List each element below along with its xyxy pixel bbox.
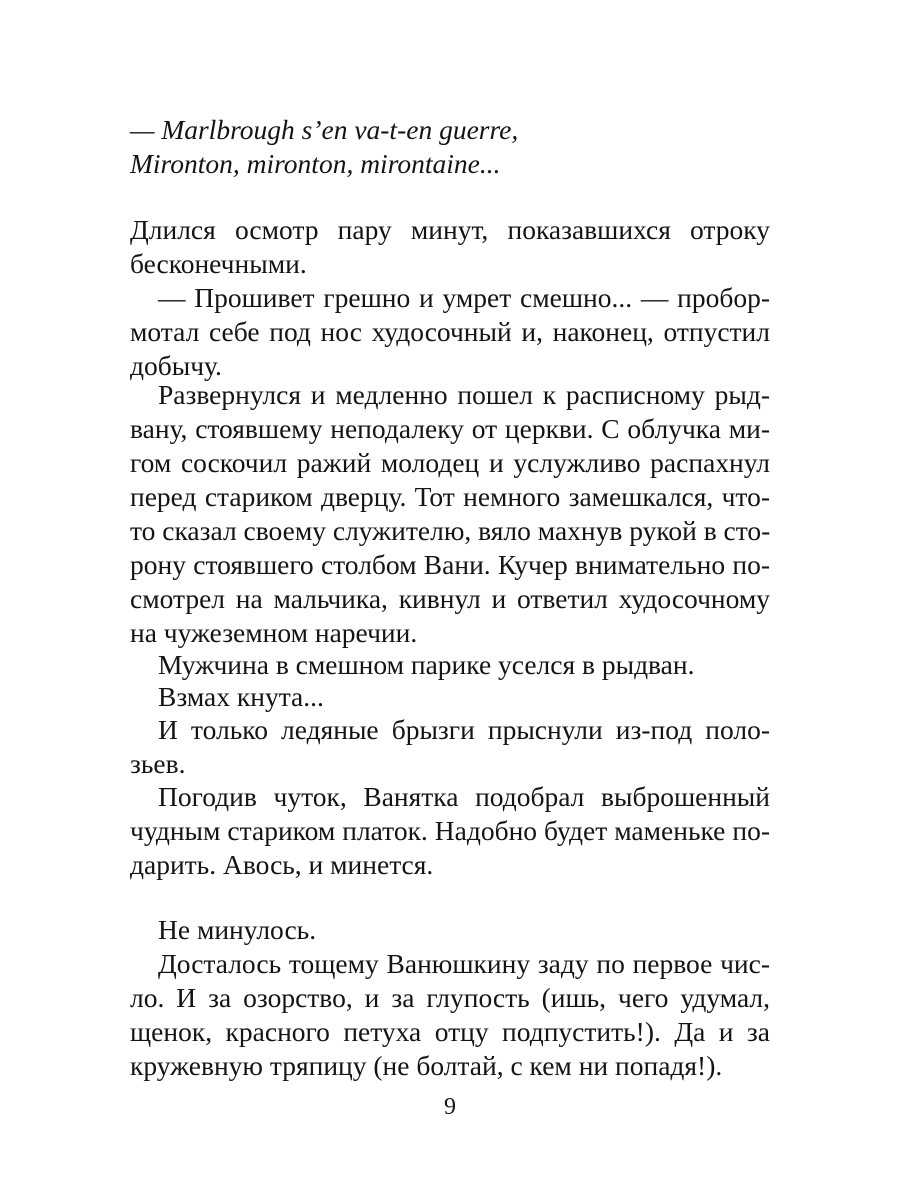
verse-line: Mironton, mironton, mirontaine... bbox=[130, 148, 501, 179]
verse-line: — Marlbrough s’en va-t-en guerre, bbox=[130, 114, 519, 145]
text-line: добычу. bbox=[130, 350, 222, 381]
text-line: И только ледяные брызги прыснули из-под поло- bbox=[158, 714, 770, 745]
text-line: Развернулся и медленно пошел к расписному рыд- bbox=[158, 379, 770, 410]
text-line: перед стариком дверцу. Тот немного замешкался, что- bbox=[130, 481, 770, 512]
text-line: вану, стоявшему неподалеку от церкви. С облучка ми- bbox=[130, 413, 770, 444]
text-line: ло. И за озорство, и за глупость (ишь, чего удумал, bbox=[130, 982, 770, 1013]
text-line: кружевную тряпицу (не болтай, с кем ни попадя!). bbox=[130, 1050, 723, 1081]
text-line: — Прошивет грешно и умрет смешно... — пробор- bbox=[158, 282, 770, 313]
text-line: зьев. bbox=[130, 748, 186, 779]
text-line: чудным стариком платок. Надобно будет маменьке по- bbox=[130, 815, 770, 846]
text-line: рону стоявшего столбом Вани. Кучер внимательно по- bbox=[130, 549, 770, 580]
text-line: Взмах кнута... bbox=[158, 681, 324, 712]
text-line: гом соскочил ражий молодец и услужливо распахнул bbox=[130, 447, 770, 478]
text-line: мотал себе под нос худосочный и, наконец, отпустил bbox=[130, 316, 770, 347]
text-line: на чужеземном наречии. bbox=[130, 617, 418, 648]
text-line: то сказал своему служителю, вяло махнув рукой в сто- bbox=[130, 515, 771, 546]
text-line: щенок, красного петуха отцу подпустить!). Да и за bbox=[130, 1016, 770, 1047]
text-line: смотрел на мальчика, кивнул и ответил худосочному bbox=[130, 583, 770, 614]
text-line: Длился осмотр пару минут, показавшихся отроку bbox=[130, 214, 770, 245]
book-page bbox=[130, 0, 770, 1200]
text-line: бесконечными. bbox=[130, 248, 307, 279]
text-line: Погодив чуток, Ванятка подобрал выброшенный bbox=[158, 781, 770, 812]
page-number: 9 bbox=[444, 1094, 456, 1120]
text-line: Мужчина в смешном парике уселся в рыдван. bbox=[158, 649, 695, 680]
text-line: Не минулось. bbox=[158, 914, 317, 945]
text-line: дарить. Авось, и минется. bbox=[130, 849, 434, 880]
text-line: Досталось тощему Ванюшкину заду по первое чис- bbox=[158, 948, 770, 979]
